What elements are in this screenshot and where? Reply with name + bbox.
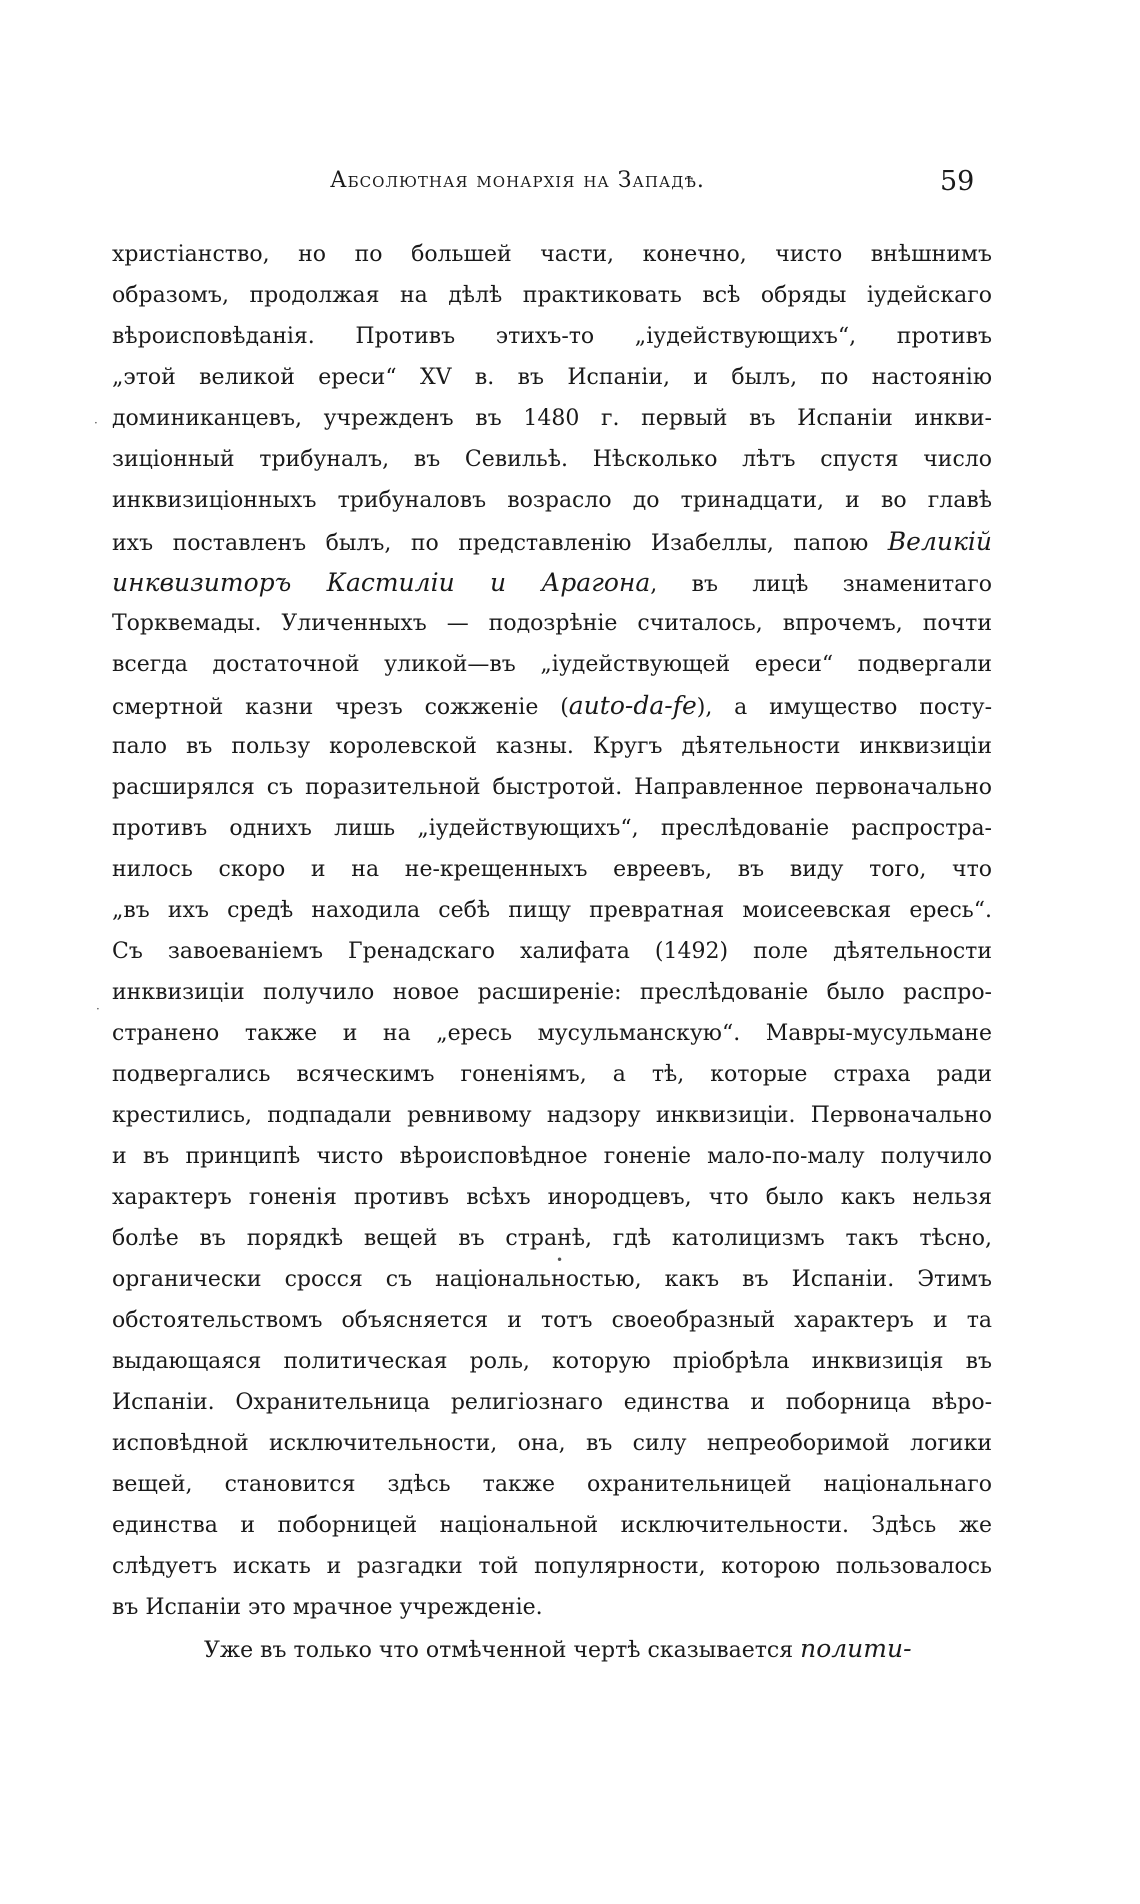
margin-mark: ·	[94, 416, 98, 430]
text-run: инквизиціи получило новое расширеніе: преслѣдованіе было распро-	[112, 980, 992, 1005]
running-header	[0, 168, 1140, 202]
text-line	[112, 1218, 992, 1259]
text-line	[112, 890, 992, 931]
text-run: „этой великой ереси“ XV в. въ Испаніи, и былъ, по настоянію	[112, 365, 992, 390]
text-run: инквизиціонныхъ трибуналовъ возрасло до тринадцати, и во главѣ	[112, 488, 992, 513]
text-line	[112, 1546, 992, 1587]
text-run: характеръ гоненія противъ всѣхъ инородцевъ, что было какъ нельзя	[112, 1185, 992, 1210]
text-line	[112, 849, 992, 890]
text-line	[112, 644, 992, 685]
text-run: всегда достаточной уликой—въ „іудействующей ереси“ подвергали	[112, 652, 992, 677]
text-line	[112, 562, 992, 603]
margin-mark: ·	[96, 1002, 100, 1016]
text-line	[112, 521, 992, 562]
text-run: доминиканцевъ, учрежденъ въ 1480 г. первый въ Испаніи инкви-	[112, 406, 992, 431]
text-run: христіанство, но по большей части, конечно, чисто внѣшнимъ	[112, 242, 992, 267]
text-run: ихъ поставленъ былъ, по представленію Изабеллы, папою	[112, 531, 888, 556]
text-run: обстоятельствомъ объясняется и тотъ своеобразный характеръ и та	[112, 1308, 992, 1333]
text-line	[112, 972, 992, 1013]
text-run: исповѣдной исключительности, она, въ силу непреоборимой логики	[112, 1431, 992, 1456]
text-line	[112, 1628, 992, 1669]
text-run: ), а имущество посту-	[696, 695, 992, 720]
body-text	[112, 234, 992, 1669]
text-run: Торквемады. Уличенныхъ — подозрѣніе считалось, впрочемъ, почти	[112, 611, 992, 636]
text-run: , въ лицѣ знаменитаго	[650, 572, 992, 597]
text-line	[112, 726, 992, 767]
text-run: смертной казни чрезъ сожженіе (	[112, 695, 569, 720]
text-line	[112, 931, 992, 972]
text-line	[112, 1054, 992, 1095]
text-run: образомъ, продолжая на дѣлѣ практиковать всѣ обряды іудейскаго	[112, 283, 992, 308]
text-run: „въ ихъ средѣ находила себѣ пищу превратная моисеевская ересь“.	[112, 898, 992, 923]
italic-phrase: auto-da-fe	[568, 691, 697, 720]
text-run: вещей, становится здѣсь также охранительницей національнаго	[112, 1472, 992, 1497]
text-run: вѣроисповѣданія. Противъ этихъ-то „іудействующихъ“, противъ	[112, 324, 992, 349]
text-run: и въ принципѣ чисто вѣроисповѣдное гоненіе мало-по-малу получило	[112, 1144, 992, 1169]
text-line	[112, 1587, 992, 1628]
text-run: противъ однихъ лишь „іудействующихъ“, преслѣдованіе распростра-	[112, 816, 992, 841]
text-line	[112, 480, 992, 521]
text-line	[112, 357, 992, 398]
text-line	[112, 1136, 992, 1177]
text-line	[112, 316, 992, 357]
page-number: 59	[940, 166, 975, 197]
italic-phrase: Великій	[887, 527, 992, 556]
text-line	[112, 1382, 992, 1423]
text-run: странено также и на „ересь мусульманскую“. Мавры-мусульмане	[112, 1021, 992, 1046]
text-line	[112, 275, 992, 316]
text-line	[112, 1423, 992, 1464]
text-run: органически сросся съ національностью, какъ въ Испаніи. Этимъ	[112, 1267, 992, 1292]
text-run: Съ завоеваніемъ Гренадскаго халифата (1492) поле дѣятельности	[112, 939, 992, 964]
text-line	[112, 1341, 992, 1382]
text-run: расширялся съ поразительной быстротой. Направленное первоначально	[112, 775, 992, 800]
italic-phrase: инквизиторъ Кастиліи и Арагона	[112, 568, 651, 597]
text-run: слѣдуетъ искать и разгадки той популярности, которою пользовалось	[112, 1554, 992, 1579]
text-line	[112, 1095, 992, 1136]
text-line	[112, 1505, 992, 1546]
text-line	[112, 1013, 992, 1054]
text-line	[112, 398, 992, 439]
text-line	[112, 1464, 992, 1505]
text-line	[112, 439, 992, 480]
italic-phrase: полити-	[800, 1634, 912, 1663]
text-line	[112, 234, 992, 275]
text-run: Уже въ только что отмѣченной чертѣ сказывается	[204, 1638, 801, 1663]
text-line	[112, 1259, 992, 1300]
text-line	[112, 1177, 992, 1218]
text-line	[112, 603, 992, 644]
text-line	[112, 685, 992, 726]
text-run: выдающаяся политическая роль, которую пріобрѣла инквизиція въ	[112, 1349, 992, 1374]
text-run: болѣе въ порядкѣ вещей въ странѣ, гдѣ католицизмъ такъ тѣсно,	[112, 1226, 992, 1251]
text-run: зиціонный трибуналъ, въ Севильѣ. Нѣсколько лѣтъ спустя число	[112, 447, 992, 472]
running-title: Абсолютная монархія на Западѣ.	[330, 168, 705, 193]
text-run: въ Испаніи это мрачное учрежденіе.	[112, 1595, 543, 1620]
text-run: Испаніи. Охранительница религіознаго единства и поборница вѣро-	[112, 1390, 992, 1415]
text-run: пало въ пользу королевской казны. Кругъ дѣятельности инквизиціи	[112, 734, 992, 759]
ink-dot: •	[556, 1253, 564, 1267]
text-run: подвергались всяческимъ гоненіямъ, а тѣ, которые страха ради	[112, 1062, 992, 1087]
text-run: крестились, подпадали ревнивому надзору инквизиціи. Первоначально	[112, 1103, 992, 1128]
text-line	[112, 1300, 992, 1341]
text-run: единства и поборницей національной исключительности. Здѣсь же	[112, 1513, 992, 1538]
text-line	[112, 808, 992, 849]
text-run: нилось скоро и на не-крещенныхъ евреевъ, въ виду того, что	[112, 857, 992, 882]
text-line	[112, 767, 992, 808]
